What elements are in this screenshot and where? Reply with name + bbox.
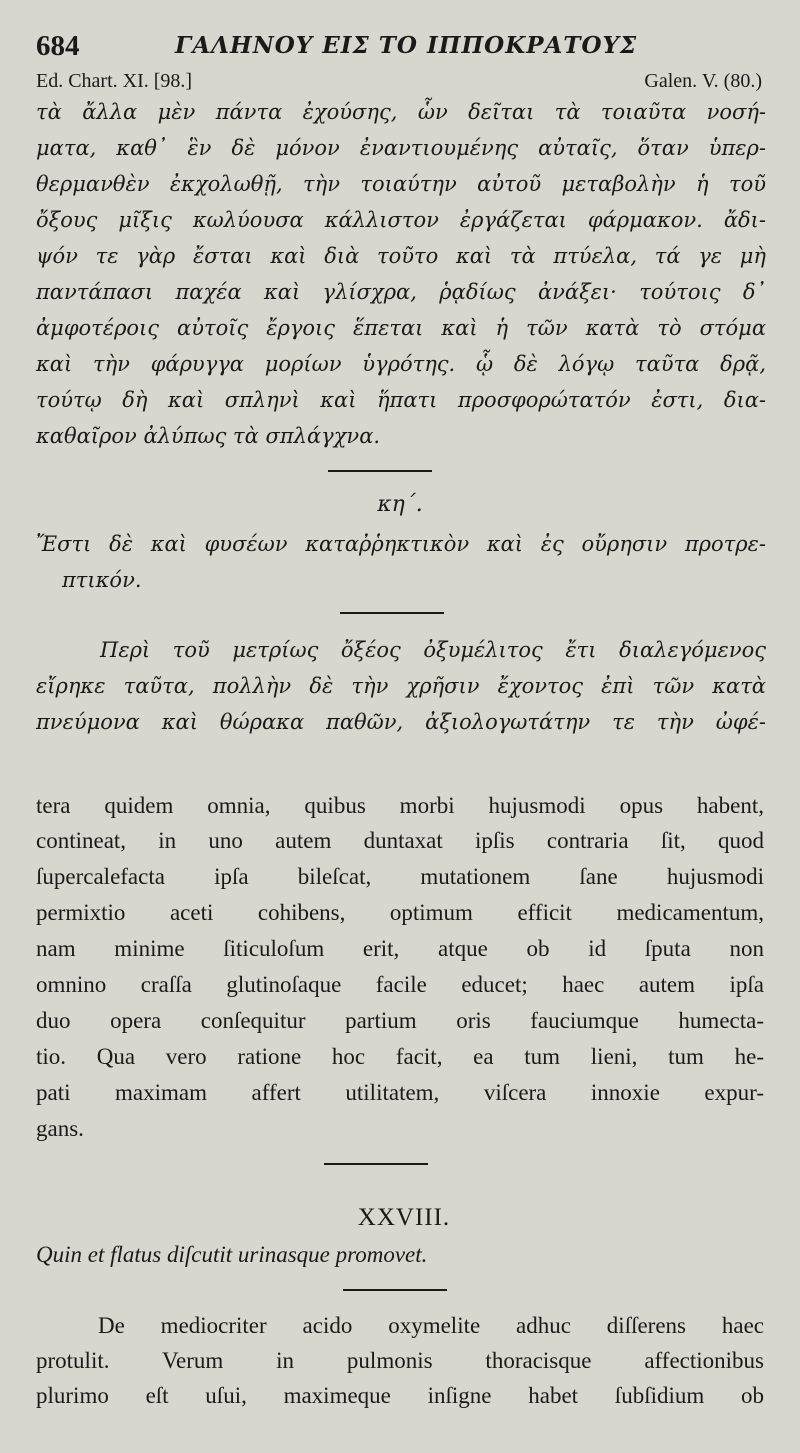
section-divider: [328, 470, 432, 472]
text-line: ὄξους μῖξις κωλύουσα κάλλιστον ἐργάζεται φάρμακον. ἄδι-: [36, 208, 766, 232]
text-line: καθαῖρον ἀλύπως τὰ σπλάγχνα.: [36, 424, 381, 448]
text-line: duo opera conſequitur partium oris fauciumque humecta-: [36, 1008, 764, 1033]
text-line: πνεύμονα καὶ θώρακα παθῶν, ἀξιολογωτάτην τε τὴν ὠφέ-: [36, 710, 766, 734]
text-line: εἴρηκε ταῦτα, πολλὴν δὲ τὴν χρῆσιν ἔχοντος ἐπὶ τῶν κατὰ: [36, 674, 766, 698]
text-line: καὶ τὴν φάρυγγα μορίων ὑγρότης. ᾧ δὲ λόγῳ ταῦτα δρᾷ,: [36, 352, 766, 376]
text-line: ματα, καθ᾽ ἓν δὲ μόνον ἐναντιουμένης αὐταῖς, ὅταν ὑπερ-: [36, 136, 766, 160]
text-line: θερμανθὲν ἐκχολωθῇ, τὴν τοιαύτην αὐτοῦ μεταβολὴν ἡ τοῦ: [36, 172, 766, 196]
latin-section-number: XXVIII.: [357, 1204, 451, 1231]
text-line: contineat, in uno autem duntaxat ipſis contraria ſit, quod: [36, 828, 764, 853]
text-line: tio. Qua vero ratione hoc facit, ea tum lieni, tum he-: [36, 1044, 764, 1069]
text-line: gans.: [36, 1116, 84, 1141]
text-line: pati maximam affert utilitatem, viſcera innoxie expur-: [36, 1080, 764, 1105]
greek-section-number: κη΄.: [377, 492, 423, 517]
text-line: Περὶ τοῦ μετρίως ὄξέος ὀξυμέλιτος ἔτι διαλεγόμενος: [100, 638, 766, 662]
text-line: παντάπασι παχέα καὶ γλίσχρα, ῥᾳδίως ἀνάξει· τούτοις δ᾽: [36, 280, 766, 304]
page-number: 684: [36, 30, 80, 62]
text-line: plurimo eſt uſui, maximeque inſigne habet ſubſidium ob: [36, 1383, 764, 1408]
text-line: Ἔστι δὲ καὶ φυσέων καταῤῥηκτικὸν καὶ ἐς οὔρησιν προτρε-: [36, 532, 766, 556]
text-line: τούτῳ δὴ καὶ σπληνὶ καὶ ἥπατι προσφορώτατόν ἐστι, δια-: [36, 388, 766, 412]
text-line: ἀμφοτέροις αὐτοῖς ἔργοις ἕπεται καὶ ἡ τῶν κατὰ τὸ στόμα: [36, 316, 766, 340]
edition-reference-right: Galen. V. (80.): [644, 70, 762, 92]
running-title: ΓΑΛΗΝΟΥ ΕΙΣ ΤΟ ΙΠΠΟΚΡΑΤΟΥΣ: [175, 32, 638, 59]
section-divider: [340, 612, 444, 614]
text-line: τὰ ἄλλα μὲν πάντα ἐχούσης, ὧν δεῖται τὰ τοιαῦτα νοσή-: [36, 100, 766, 124]
text-line: ſupercalefacta ipſa bileſcat, mutationem ſane hujusmodi: [36, 864, 764, 889]
text-line: protulit. Verum in pulmonis thoracisque affectionibus: [36, 1348, 764, 1373]
text-line: De mediocriter acido oxymelite adhuc diſſerens haec: [98, 1313, 764, 1338]
text-line: permixtio aceti cohibens, optimum efficit medicamentum,: [36, 900, 764, 925]
edition-reference-left: Ed. Chart. XI. [98.]: [36, 70, 193, 92]
text-line: tera quidem omnia, quibus morbi hujusmodi opus habent,: [36, 793, 764, 818]
section-divider: [343, 1289, 447, 1291]
text-line: nam minime ſiticuloſum erit, atque ob id ſputa non: [36, 936, 764, 961]
text-line: omnino craſſa glutinoſaque facile educet; haec autem ipſa: [36, 972, 764, 997]
section-divider: [324, 1163, 428, 1165]
latin-lemma: Quin et flatus diſcutit urinasque promovet.: [36, 1242, 428, 1267]
text-line: πτικόν.: [62, 568, 142, 592]
text-line: ψόν τε γὰρ ἔσται καὶ διὰ τοῦτο καὶ τὰ πτύελα, τά γε μὴ: [36, 244, 766, 268]
